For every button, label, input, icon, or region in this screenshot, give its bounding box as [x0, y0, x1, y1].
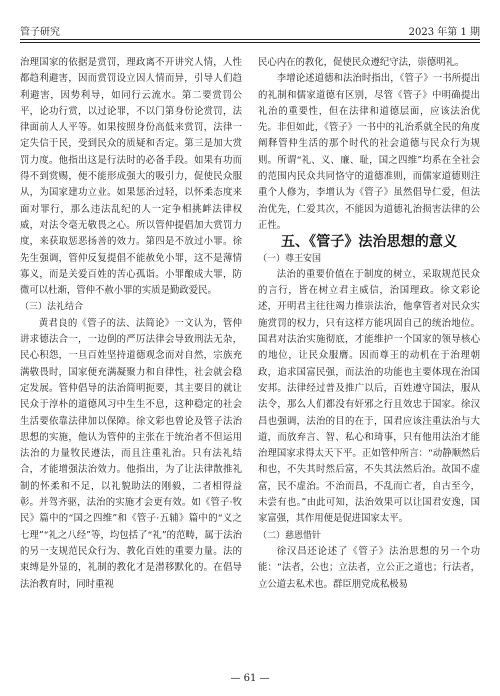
- body-paragraph: 黄君良的《管子的法、法简论》一文认为，管仲讲求德法合一，一边倒的严厉法律会导致刑法无杂，民心积怨，一旦百姓坚持道德观念而对自然，宗族充满敬畏时，国家便充满凝聚力和自律性，社会就会稳定发展。管仲倡导的法治简明扼要，其主要目的就让民众于淳朴的道德风习中生生不息，这种稳定的社会生活要依靠法律加以保障。徐文彩也曾论及管子法治思想的实施，他认为管仲的主张在于统治者不但运用法治的力量牧民遵法，而且注重礼治。只有法礼结合，才能增强法治效力。他指出，为了让法律散推礼制的怀柔和不足，以礼貌助法的刚毅，二者相得益彰。并驾齐驱，法治的实施才会更有效。如《管子·牧民》篇中的“国之四维”和《管子·五辅》篇中的“义之七理”“礼之八经”等，均包括了“礼”的范畴，属于法治的另一支规范民众行为、教化百姓的重要力量。法的束缚是外显的，礼制的教化才是潜移默化的。在倡导法治教育时，同时重视: [20, 317, 242, 590]
- body-paragraph: 徐汉昌还论述了《管子》法治思想的另一个功能：“法者，公也；立法者，立公正之道也；行法者，立公道去私术也。群臣朋党成私极易: [258, 545, 480, 590]
- right-column: [258, 55, 480, 670]
- header-rule-thick: [20, 39, 480, 40]
- body-paragraph: 法治的重要价值在于制度的树立，采取规范民众的言行，皆在树立君主威信，治国理政。徐文彩论述，开明君主往往竭力推崇法治，他拿管者对民众实施赏罚的权力，只有这样方能巩固自己的统治地位。国君对法治实施彻底，才能维护一个国家的领导核心的地位，让民众服膺。因而尊王的动机在于治理朝政，追求国富民强，而法治的功能也主要体现在治国安邦。法律经过普及推广以后，百姓遵守国法，服从法令，那么人们都没有奸邪之行且效忠于国家。徐汉昌也强调，法治的目的在于，国君应该注重法治与大道，而放弃言、智、私心和琦事，只有他用法治才能治理国家求得太天下平。正如管仲所言：“动静顺然后和也，不失其时然后富，不失其法然后治。故国不虚富，民不虚治。不治而昌，不乱而亡者，自古至今，未尝有也。”由此可知，法治效果可以让国君安逸，国家富强，其作用便是促进国家太平。: [258, 268, 480, 525]
- issue-label: 2023 年第 1 期: [408, 27, 480, 38]
- body-paragraph: 李增论述道德和法治时指出，《管子》一书所提出的礼制和儒家道德有区别，尽管《管子》中明确提出礼治的重要性，但在法律和道德层面，应该法治优先。非但如此，《管子》一书中的礼治系就全民的角度阐释管仲生活的那个时代的社会道德与民众行为规则。所谓“礼、义、廉、耻，国之四维”均系在全社会的范围内民众共同恪守的道德准则，而儒家道德则注重个人修为，李增认为《管子》虽然倡导仁爱，但法治优先，仁爱其次，不能因为道德礼治损害法律的公正性。: [258, 73, 480, 231]
- subsection-heading: （二）慈恩惜针: [258, 530, 322, 541]
- body-paragraph: 治理国家的依据是赏罚，理政离不开讲究人情，人性都趋利避害，因而赏罚设立因人情而异，引导人们趋利避害，因势利导，如同行云流水。第二要赏罚公平，论功行赏，以过论罪，不以门第身份论赏罚，法律面前人人平等。如果按照身份高低来赏罚，法律一定失信于民，受到民众的质疑和否定。第三是加大赏罚力度。他指出这是行法时的必备手段。如果有功而得不到赏赐，便不能形成强大的吸引力，促使民众服从，为国家建功立业。如果惩治过轻，以怀柔态度来面对罪行，那么违法乱纪的人一定争相挑衅法律权威，对法令毫无敬畏之心。所以管仲提倡加大赏罚力度，来获取惩恶扬善的效力。第四是不放过小罪。徐先生强调，管仲反复提倡不能赦免小罪，这不是薄情寡义，而是关爱百姓的苦心孤诣。小罪酿成大罪，防微可以杜渐，管仲不赦小罪的实质是勤政爱民。: [20, 57, 242, 297]
- running-header: [20, 20, 480, 38]
- journal-name: 管子研究: [20, 27, 60, 38]
- header-rule-thin: [20, 42, 480, 43]
- page-number: — 61 —: [230, 673, 270, 684]
- body-paragraph: 民心内在的教化，促使民众遵纪守法，崇德明礼。: [258, 57, 465, 68]
- section-heading: 五、《管子》法治思想的意义: [280, 234, 458, 251]
- subsection-heading: （三）法礼结合: [20, 302, 84, 313]
- subsection-heading: （一）尊王安国: [258, 253, 322, 264]
- left-column: [20, 55, 242, 670]
